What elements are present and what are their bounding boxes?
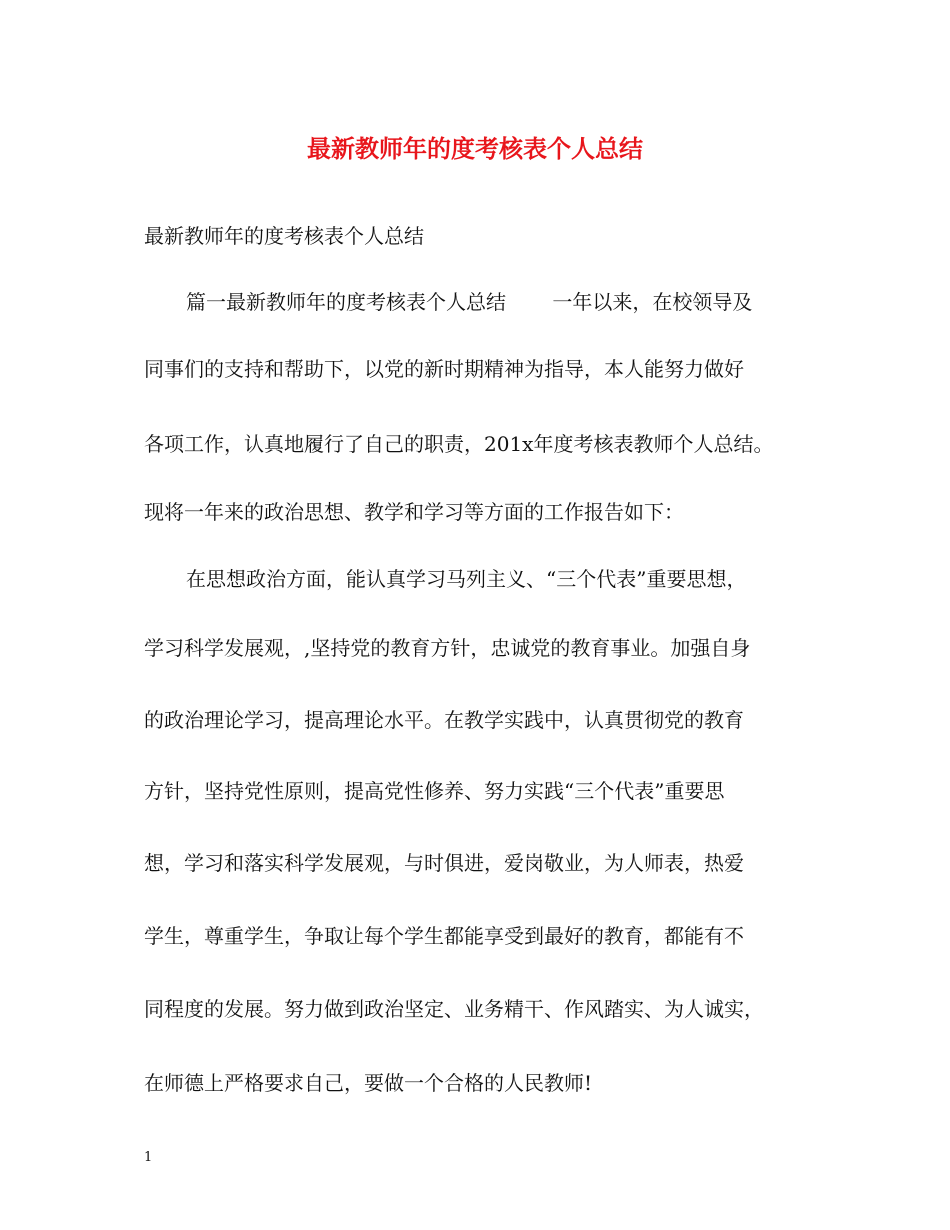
document-title: 最新教师年的度考核表个人总结 [307, 134, 643, 163]
paragraph-line: 篇一最新教师年的度考核表个人总结 一年以来，在校领导及 [186, 290, 753, 314]
paragraph-line: 各项工作，认真地履行了自己的职责，201x年度考核表教师个人总结。 [144, 432, 774, 456]
document-subtitle: 最新教师年的度考核表个人总结 [144, 224, 424, 248]
paragraph-line: 学习科学发展观，,坚持党的教育方针，忠诚党的教育事业。加强自身 [144, 636, 751, 660]
paragraph-line: 在思想政治方面，能认真学习马列主义、“三个代表”重要思想， [186, 567, 747, 591]
paragraph-line: 的政治理论学习，提高理论水平。在教学实践中，认真贯彻党的教育 [144, 708, 744, 732]
paragraph-line: 在师德上严格要求自己，要做一个合格的人民教师! [144, 1071, 593, 1095]
paragraph-line: 同事们的支持和帮助下，以党的新时期精神为指导，本人能努力做好 [144, 357, 744, 381]
paragraph-line: 同程度的发展。努力做到政治坚定、业务精干、作风踏实、为人诚实， [144, 997, 764, 1021]
paragraph-line: 现将一年来的政治思想、教学和学习等方面的工作报告如下： [144, 500, 684, 524]
paragraph-line: 方针，坚持党性原则，提高党性修养、努力实践“三个代表”重要思 [144, 779, 725, 803]
paragraph-line: 想，学习和落实科学发展观，与时俱进，爱岗敬业，为人师表，热爱 [144, 851, 744, 875]
paragraph-line: 学生，尊重学生，争取让每个学生都能享受到最好的教育，都能有不 [144, 924, 744, 948]
page-number: 1 [144, 1150, 153, 1165]
